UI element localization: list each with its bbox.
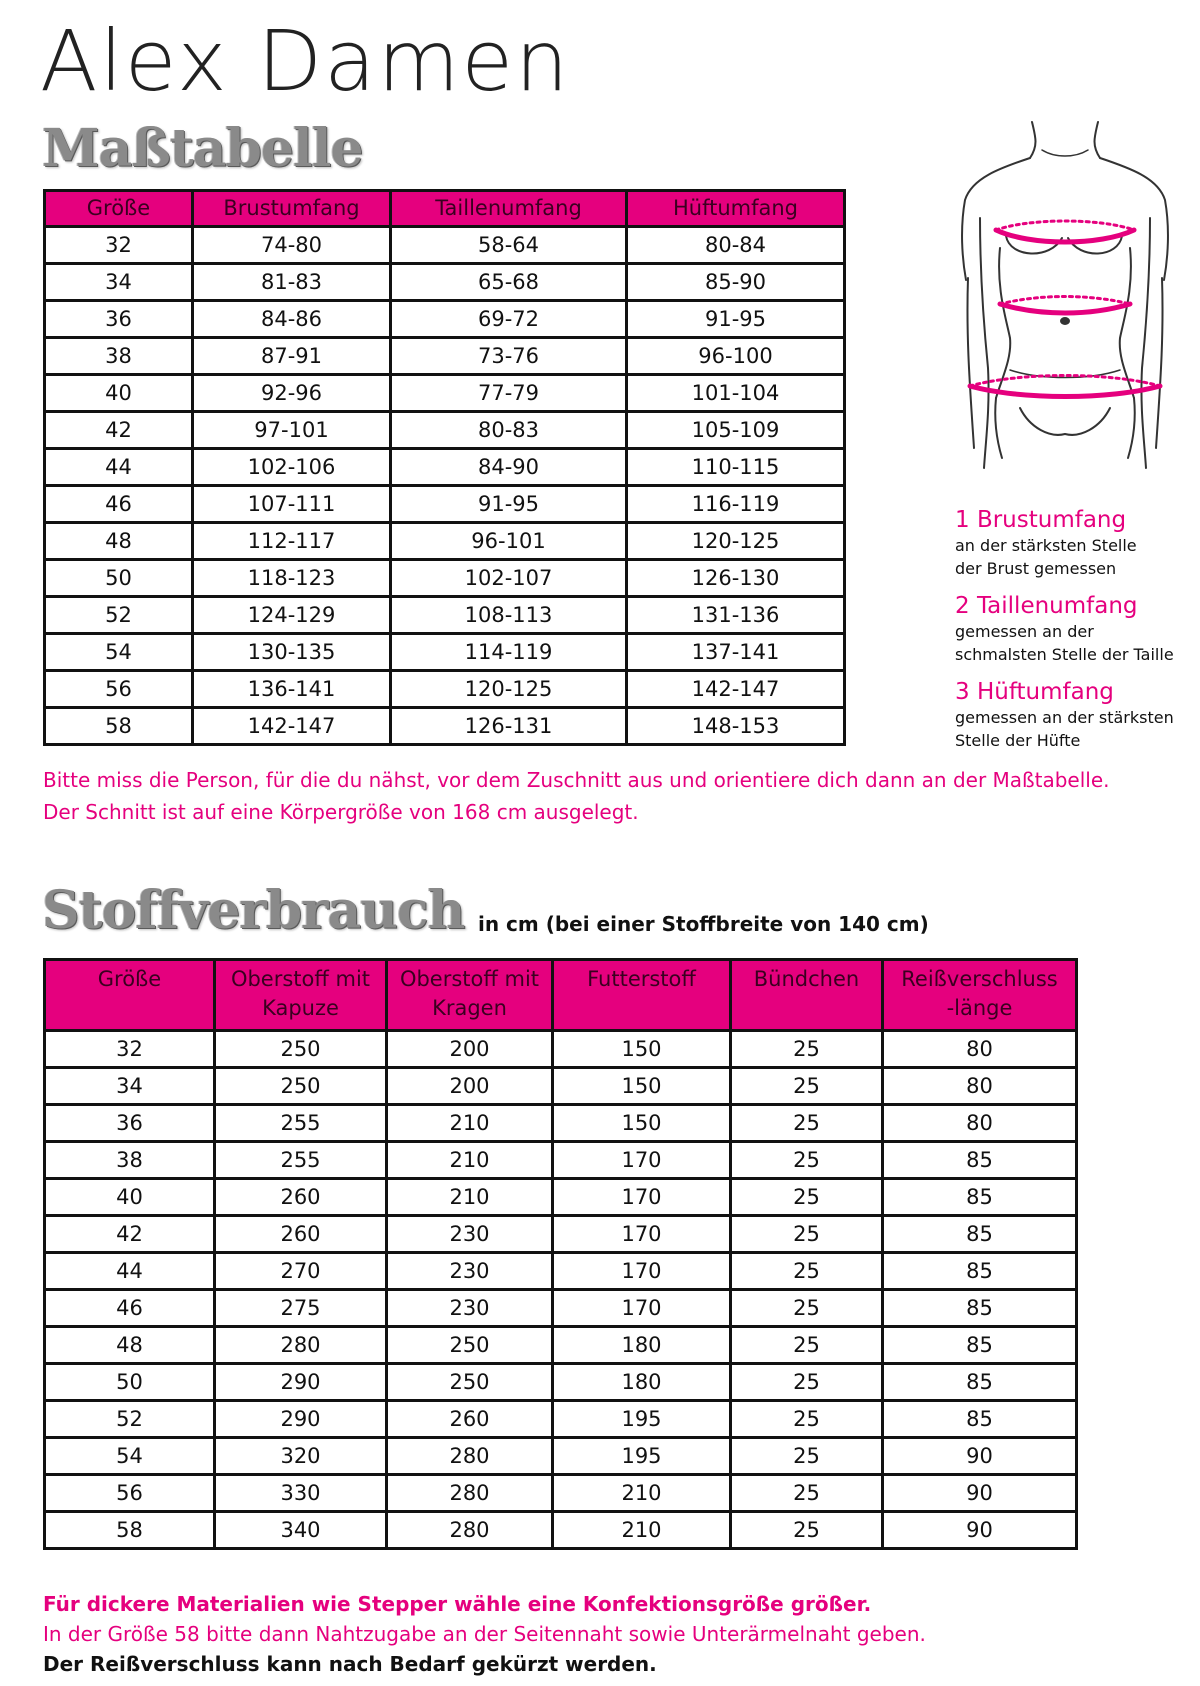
fabric-cell: 195 (553, 1438, 731, 1475)
fabric-cell: 230 (387, 1290, 553, 1327)
fabric-cell: 230 (387, 1253, 553, 1290)
fabric-row (45, 1290, 1077, 1327)
measurement-row (45, 671, 845, 708)
legend-waist-line2: schmalsten Stelle der Taille (955, 645, 1174, 664)
fabric-header-row (45, 960, 1077, 1031)
fabric-cell: 58 (45, 1512, 215, 1549)
fabric-cell: 200 (387, 1068, 553, 1105)
fabric-cell: 85 (883, 1142, 1077, 1179)
fabric-cell: 48 (45, 1327, 215, 1364)
fabric-subtitle: in cm (bei einer Stoffbreite von 140 cm) (478, 912, 929, 936)
fabric-row (45, 1253, 1077, 1290)
measurement-cell: 114-119 (391, 634, 627, 671)
measurement-cell: 52 (45, 597, 193, 634)
fabric-cell: 44 (45, 1253, 215, 1290)
fabric-cell: 25 (731, 1253, 883, 1290)
fabric-row (45, 1216, 1077, 1253)
fabric-cell: 290 (215, 1364, 387, 1401)
fabric-cell: 80 (883, 1031, 1077, 1068)
legend-waist (955, 592, 1195, 666)
measurement-cell: 137-141 (627, 634, 845, 671)
fabric-row (45, 1105, 1077, 1142)
fabric-header-line: Futterstoff (587, 967, 696, 991)
fabric-cell: 25 (731, 1290, 883, 1327)
measurement-cell: 42 (45, 412, 193, 449)
measurement-cell: 130-135 (193, 634, 391, 671)
measurement-row (45, 634, 845, 671)
fabric-row (45, 1031, 1077, 1068)
measurement-cell: 120-125 (391, 671, 627, 708)
measurement-cell: 148-153 (627, 708, 845, 745)
measurement-cell: 92-96 (193, 375, 391, 412)
measurement-cell: 77-79 (391, 375, 627, 412)
legend-hip (955, 678, 1195, 752)
measurement-cell: 40 (45, 375, 193, 412)
measurement-cell: 102-107 (391, 560, 627, 597)
measurement-cell: 101-104 (627, 375, 845, 412)
legend-bust-line2: der Brust gemessen (955, 559, 1117, 578)
fabric-row (45, 1327, 1077, 1364)
fabric-cell: 40 (45, 1179, 215, 1216)
fabric-cell: 38 (45, 1142, 215, 1179)
fabric-cell: 85 (883, 1290, 1077, 1327)
measurement-cell: 142-147 (627, 671, 845, 708)
measurement-cell: 73-76 (391, 338, 627, 375)
measurement-cell: 50 (45, 560, 193, 597)
measurement-heading: Maßtabelle (42, 118, 363, 179)
fabric-cell: 34 (45, 1068, 215, 1105)
measurement-cell: 44 (45, 449, 193, 486)
measurement-cell: 108-113 (391, 597, 627, 634)
fabric-header-line: Größe (97, 967, 162, 991)
fabric-cell: 25 (731, 1142, 883, 1179)
fabric-cell: 230 (387, 1216, 553, 1253)
measurement-cell: 96-100 (627, 338, 845, 375)
fabric-header-line: Oberstoff mit (230, 967, 371, 991)
fabric-cell: 210 (553, 1512, 731, 1549)
fabric-cell: 80 (883, 1068, 1077, 1105)
fabric-header-line: Oberstoff mit (399, 967, 540, 991)
measurement-header-cell: Taillenumfang (391, 191, 627, 227)
measurement-cell: 126-131 (391, 708, 627, 745)
fabric-cell: 280 (387, 1512, 553, 1549)
fabric-cell: 42 (45, 1216, 215, 1253)
fabric-cell: 150 (553, 1105, 731, 1142)
fabric-header-cell (553, 960, 731, 1031)
fabric-cell: 25 (731, 1512, 883, 1549)
fabric-cell: 85 (883, 1364, 1077, 1401)
measurement-cell: 142-147 (193, 708, 391, 745)
fabric-cell: 180 (553, 1364, 731, 1401)
fabric-cell: 85 (883, 1401, 1077, 1438)
measurement-cell: 84-90 (391, 449, 627, 486)
fabric-note-black: Der Reißverschluss kann nach Bedarf gekürzt werden. (43, 1652, 657, 1676)
measurement-row (45, 264, 845, 301)
fabric-cell: 170 (553, 1253, 731, 1290)
measurement-cell: 85-90 (627, 264, 845, 301)
measurement-cell: 110-115 (627, 449, 845, 486)
measurement-cell: 136-141 (193, 671, 391, 708)
fabric-cell: 290 (215, 1401, 387, 1438)
fabric-cell: 50 (45, 1364, 215, 1401)
fabric-cell: 90 (883, 1475, 1077, 1512)
fabric-cell: 25 (731, 1438, 883, 1475)
fabric-row (45, 1142, 1077, 1179)
measurement-row (45, 375, 845, 412)
fabric-header-cell (731, 960, 883, 1031)
measurement-cell: 120-125 (627, 523, 845, 560)
measurement-row (45, 227, 845, 264)
fabric-cell: 210 (387, 1179, 553, 1216)
fabric-cell: 25 (731, 1401, 883, 1438)
fabric-cell: 32 (45, 1031, 215, 1068)
measurement-row (45, 449, 845, 486)
fabric-cell: 25 (731, 1179, 883, 1216)
measurement-header-row (45, 191, 845, 227)
fabric-cell: 46 (45, 1290, 215, 1327)
measurement-cell: 65-68 (391, 264, 627, 301)
fabric-cell: 25 (731, 1068, 883, 1105)
measurement-row (45, 486, 845, 523)
fabric-cell: 255 (215, 1142, 387, 1179)
fabric-heading: Stoffverbrauch (42, 880, 465, 941)
fabric-cell: 170 (553, 1216, 731, 1253)
fabric-cell: 250 (387, 1327, 553, 1364)
fabric-header-line: -länge (946, 996, 1013, 1020)
measurement-cell: 48 (45, 523, 193, 560)
measurement-note-2: Der Schnitt ist auf eine Körpergröße von 168 cm ausgelegt. (43, 800, 639, 824)
fabric-cell: 25 (731, 1031, 883, 1068)
fabric-cell: 170 (553, 1142, 731, 1179)
measurement-header-cell: Größe (45, 191, 193, 227)
fabric-cell: 255 (215, 1105, 387, 1142)
fabric-cell: 330 (215, 1475, 387, 1512)
measurement-cell: 91-95 (391, 486, 627, 523)
measurement-cell: 34 (45, 264, 193, 301)
fabric-cell: 250 (215, 1068, 387, 1105)
fabric-header-cell (883, 960, 1077, 1031)
fabric-cell: 85 (883, 1179, 1077, 1216)
fabric-cell: 150 (553, 1068, 731, 1105)
legend-hip-line1: gemessen an der stärksten (955, 708, 1174, 727)
fabric-cell: 260 (387, 1401, 553, 1438)
fabric-cell: 85 (883, 1327, 1077, 1364)
fabric-row (45, 1364, 1077, 1401)
measurement-cell: 91-95 (627, 301, 845, 338)
fabric-cell: 260 (215, 1179, 387, 1216)
fabric-note-bold: Für dickere Materialien wie Stepper wähle eine Konfektionsgröße größer. (43, 1592, 872, 1616)
fabric-cell: 90 (883, 1438, 1077, 1475)
measurement-row (45, 708, 845, 745)
measurement-row (45, 597, 845, 634)
fabric-row (45, 1068, 1077, 1105)
measurement-header-cell: Hüftumfang (627, 191, 845, 227)
fabric-row (45, 1512, 1077, 1549)
legend-waist-line1: gemessen an der (955, 622, 1094, 641)
measurement-cell: 126-130 (627, 560, 845, 597)
measurement-table (43, 189, 846, 746)
measurement-cell: 38 (45, 338, 193, 375)
fabric-header-cell (215, 960, 387, 1031)
measurement-row (45, 301, 845, 338)
fabric-row (45, 1179, 1077, 1216)
fabric-cell: 275 (215, 1290, 387, 1327)
fabric-cell: 250 (215, 1031, 387, 1068)
fabric-cell: 210 (387, 1142, 553, 1179)
measurement-row (45, 338, 845, 375)
measurement-cell: 97-101 (193, 412, 391, 449)
measurement-cell: 96-101 (391, 523, 627, 560)
measurement-cell: 107-111 (193, 486, 391, 523)
fabric-cell: 280 (387, 1475, 553, 1512)
measurement-cell: 102-106 (193, 449, 391, 486)
measurement-cell: 36 (45, 301, 193, 338)
fabric-cell: 210 (553, 1475, 731, 1512)
measurement-cell: 69-72 (391, 301, 627, 338)
fabric-cell: 80 (883, 1105, 1077, 1142)
measurement-row (45, 412, 845, 449)
measurement-cell: 81-83 (193, 264, 391, 301)
fabric-header-cell (387, 960, 553, 1031)
measurement-row (45, 523, 845, 560)
measurement-note-1: Bitte miss die Person, für die du nähst, vor dem Zuschnitt aus und orientiere dich dann an der Maßtabelle. (43, 768, 1110, 792)
fabric-cell: 320 (215, 1438, 387, 1475)
fabric-note-regular: In der Größe 58 bitte dann Nahtzugabe an der Seitennaht sowie Unterärmelnaht geben. (43, 1622, 926, 1646)
fabric-cell: 210 (387, 1105, 553, 1142)
fabric-cell: 250 (387, 1364, 553, 1401)
measurement-cell: 118-123 (193, 560, 391, 597)
measurement-cell: 54 (45, 634, 193, 671)
measurement-cell: 105-109 (627, 412, 845, 449)
measurement-cell: 58-64 (391, 227, 627, 264)
legend-bust-title: 1 Brustumfang (955, 507, 1127, 533)
fabric-cell: 170 (553, 1179, 731, 1216)
fabric-cell: 170 (553, 1290, 731, 1327)
fabric-row (45, 1475, 1077, 1512)
fabric-row (45, 1401, 1077, 1438)
fabric-cell: 25 (731, 1327, 883, 1364)
fabric-cell: 200 (387, 1031, 553, 1068)
legend-bust (955, 506, 1195, 580)
fabric-cell: 56 (45, 1475, 215, 1512)
measurement-cell: 87-91 (193, 338, 391, 375)
fabric-cell: 25 (731, 1364, 883, 1401)
page-title: Alex Damen (40, 12, 571, 110)
fabric-header-line: Kapuze (262, 996, 339, 1020)
legend-bust-line1: an der stärksten Stelle (955, 536, 1137, 555)
measurement-cell: 74-80 (193, 227, 391, 264)
measurement-cell: 58 (45, 708, 193, 745)
measurement-cell: 131-136 (627, 597, 845, 634)
measurement-cell: 84-86 (193, 301, 391, 338)
legend-waist-title: 2 Taillenumfang (955, 593, 1138, 619)
fabric-cell: 195 (553, 1401, 731, 1438)
fabric-cell: 25 (731, 1216, 883, 1253)
fabric-cell: 85 (883, 1216, 1077, 1253)
measurement-cell: 124-129 (193, 597, 391, 634)
measurement-cell: 80-83 (391, 412, 627, 449)
measurement-cell: 56 (45, 671, 193, 708)
fabric-header-line: Kragen (432, 996, 507, 1020)
fabric-cell: 54 (45, 1438, 215, 1475)
measurement-cell: 116-119 (627, 486, 845, 523)
fabric-cell: 280 (215, 1327, 387, 1364)
fabric-cell: 340 (215, 1512, 387, 1549)
fabric-cell: 25 (731, 1475, 883, 1512)
measurement-cell: 112-117 (193, 523, 391, 560)
fabric-header-line: Bündchen (753, 967, 860, 991)
fabric-row (45, 1438, 1077, 1475)
fabric-cell: 150 (553, 1031, 731, 1068)
fabric-cell: 280 (387, 1438, 553, 1475)
fabric-cell: 85 (883, 1253, 1077, 1290)
fabric-cell: 260 (215, 1216, 387, 1253)
fabric-cell: 36 (45, 1105, 215, 1142)
measurement-cell: 80-84 (627, 227, 845, 264)
measurement-cell: 32 (45, 227, 193, 264)
legend-hip-line2: Stelle der Hüfte (955, 731, 1081, 750)
fabric-table (43, 958, 1078, 1550)
body-figure-icon (950, 118, 1180, 498)
legend-hip-title: 3 Hüftumfang (955, 679, 1114, 705)
fabric-header-line: Reißverschluss (901, 967, 1058, 991)
fabric-cell: 25 (731, 1105, 883, 1142)
fabric-header-cell (45, 960, 215, 1031)
fabric-cell: 90 (883, 1512, 1077, 1549)
fabric-cell: 52 (45, 1401, 215, 1438)
measurement-row (45, 560, 845, 597)
fabric-cell: 270 (215, 1253, 387, 1290)
measurement-header-cell: Brustumfang (193, 191, 391, 227)
fabric-cell: 180 (553, 1327, 731, 1364)
measurement-cell: 46 (45, 486, 193, 523)
